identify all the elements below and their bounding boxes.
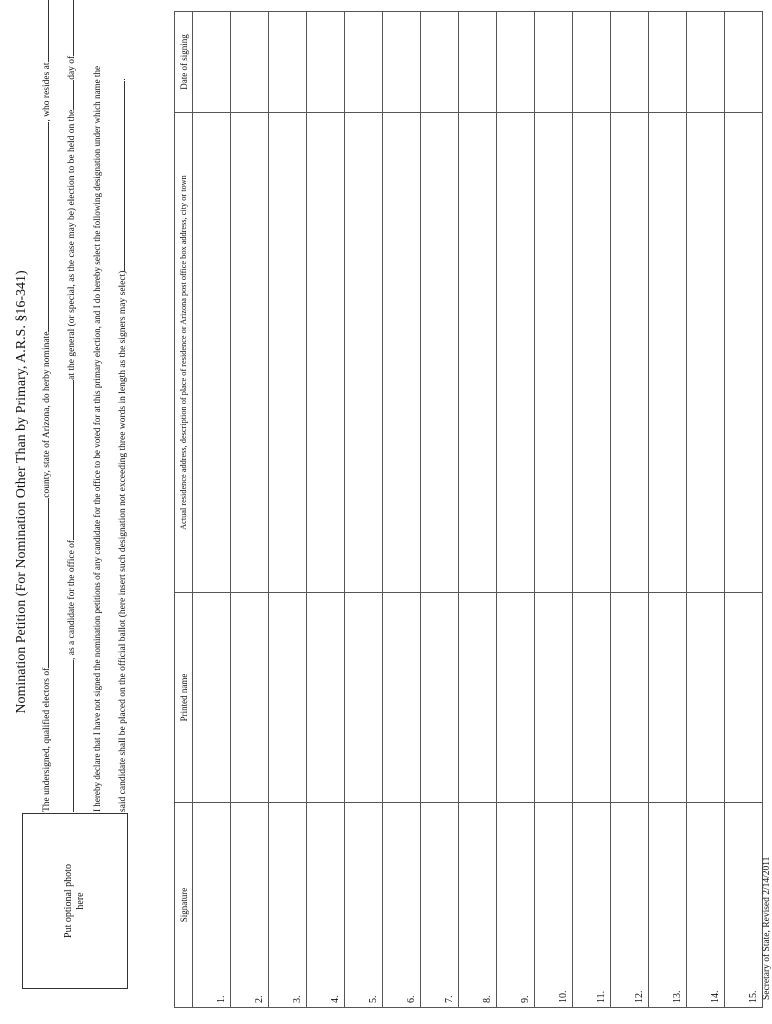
date-cell	[611, 12, 649, 113]
line2-text-b: at the general (or special, as the case may be) election to be held on the	[67, 109, 77, 380]
address-cell	[725, 113, 763, 593]
declaration-line-3: I hereby declare that I have not signed the nomination petitions of any candidate for the office to be voted for at this primary election, and I do hereby select the following designation under which name the	[92, 65, 102, 812]
revision-footer: Secretary of State, Revised 2/14/2011	[762, 856, 772, 1000]
date-cell	[345, 12, 383, 113]
table-row	[383, 12, 421, 1008]
header-signature: Signature	[175, 803, 193, 1008]
table-row	[573, 12, 611, 1008]
printed-name-cell	[573, 593, 611, 803]
address-cell	[231, 113, 269, 593]
row-number: 6.	[383, 803, 421, 1008]
row-number: 5.	[345, 803, 383, 1008]
address-cell	[649, 113, 687, 593]
designation-blank	[115, 81, 125, 271]
county-blank	[39, 498, 49, 668]
declaration-line-1	[39, 0, 52, 812]
date-cell	[231, 12, 269, 113]
line1-text-c: , who resides at	[42, 62, 52, 122]
printed-name-cell	[687, 593, 725, 803]
header-address: Actual residence address, description of place of residence or Arizona post office box address, city or town	[175, 113, 193, 593]
table-row	[649, 12, 687, 1008]
table-header-row	[175, 12, 193, 1008]
line2-text-a: , as a candidate for the office of	[67, 539, 77, 660]
address-cell	[269, 113, 307, 593]
table-row	[725, 12, 763, 1008]
row-number: 10.	[535, 803, 573, 1008]
row-number: 12.	[611, 803, 649, 1008]
address-cell	[687, 113, 725, 593]
header-date-of-signing: Date of signing	[175, 12, 193, 113]
printed-name-cell	[345, 593, 383, 803]
residence-blank	[39, 0, 49, 62]
row-number: 2.	[231, 803, 269, 1008]
date-cell	[497, 12, 535, 113]
printed-name-cell	[611, 593, 649, 803]
date-cell	[193, 12, 231, 113]
row-number: 11.	[573, 803, 611, 1008]
table-row	[497, 12, 535, 1008]
table-row	[459, 12, 497, 1008]
declaration-line-4	[115, 78, 128, 812]
signature-table	[174, 11, 763, 1008]
table-row	[421, 12, 459, 1008]
date-cell	[383, 12, 421, 113]
address-cell	[345, 113, 383, 593]
table-row	[269, 12, 307, 1008]
line4-text: said candidate shall be placed on the official ballot (here insert such designation not exceeding three words in length as the signers may select)	[118, 270, 128, 812]
table-row	[611, 12, 649, 1008]
day-blank	[64, 80, 74, 110]
address-cell	[573, 113, 611, 593]
date-cell	[687, 12, 725, 113]
printed-name-cell	[459, 593, 497, 803]
printed-name-cell	[649, 593, 687, 803]
nominee-blank	[39, 122, 49, 332]
date-cell	[649, 12, 687, 113]
date-cell	[421, 12, 459, 113]
printed-name-cell	[193, 593, 231, 803]
address-cell	[535, 113, 573, 593]
photo-placeholder-box	[22, 813, 128, 989]
row-number: 13.	[649, 803, 687, 1008]
printed-name-cell	[421, 593, 459, 803]
county-name-blank	[64, 660, 74, 812]
printed-name-cell	[725, 593, 763, 803]
row-number: 7.	[421, 803, 459, 1008]
date-cell	[535, 12, 573, 113]
row-number: 3.	[269, 803, 307, 1008]
printed-name-cell	[231, 593, 269, 803]
date-cell	[725, 12, 763, 113]
form-title: Nomination Petition (For Nomination Other Than by Primary, A.R.S. §16-341)	[14, 270, 29, 714]
table-row	[231, 12, 269, 1008]
printed-name-cell	[307, 593, 345, 803]
table-row	[307, 12, 345, 1008]
printed-name-cell	[383, 593, 421, 803]
line1-text-b: county, state of Arizona, do herby nominate	[42, 331, 52, 498]
row-number: 15.	[725, 803, 763, 1008]
month-blank	[64, 0, 74, 56]
row-number: 8.	[459, 803, 497, 1008]
declaration-line-2	[64, 0, 77, 812]
table-row	[687, 12, 725, 1008]
address-cell	[459, 113, 497, 593]
photo-placeholder-label-1: Put optional photo	[63, 864, 74, 938]
office-blank	[64, 380, 74, 540]
line1-text-a: The undersigned, qualified electors of	[42, 667, 52, 812]
row-number: 1.	[193, 803, 231, 1008]
address-cell	[611, 113, 649, 593]
row-number: 4.	[307, 803, 345, 1008]
table-row	[193, 12, 231, 1008]
date-cell	[269, 12, 307, 113]
table-row	[345, 12, 383, 1008]
date-cell	[459, 12, 497, 113]
row-number: 9.	[497, 803, 535, 1008]
table-row	[535, 12, 573, 1008]
photo-placeholder-label-2: here	[75, 892, 86, 910]
printed-name-cell	[269, 593, 307, 803]
line4-end: .	[118, 78, 128, 81]
row-number: 14.	[687, 803, 725, 1008]
address-cell	[307, 113, 345, 593]
line2-text-c: day of	[67, 55, 77, 80]
address-cell	[383, 113, 421, 593]
printed-name-cell	[497, 593, 535, 803]
address-cell	[497, 113, 535, 593]
date-cell	[573, 12, 611, 113]
header-printed-name: Printed name	[175, 593, 193, 803]
printed-name-cell	[535, 593, 573, 803]
address-cell	[193, 113, 231, 593]
date-cell	[307, 12, 345, 113]
address-cell	[421, 113, 459, 593]
